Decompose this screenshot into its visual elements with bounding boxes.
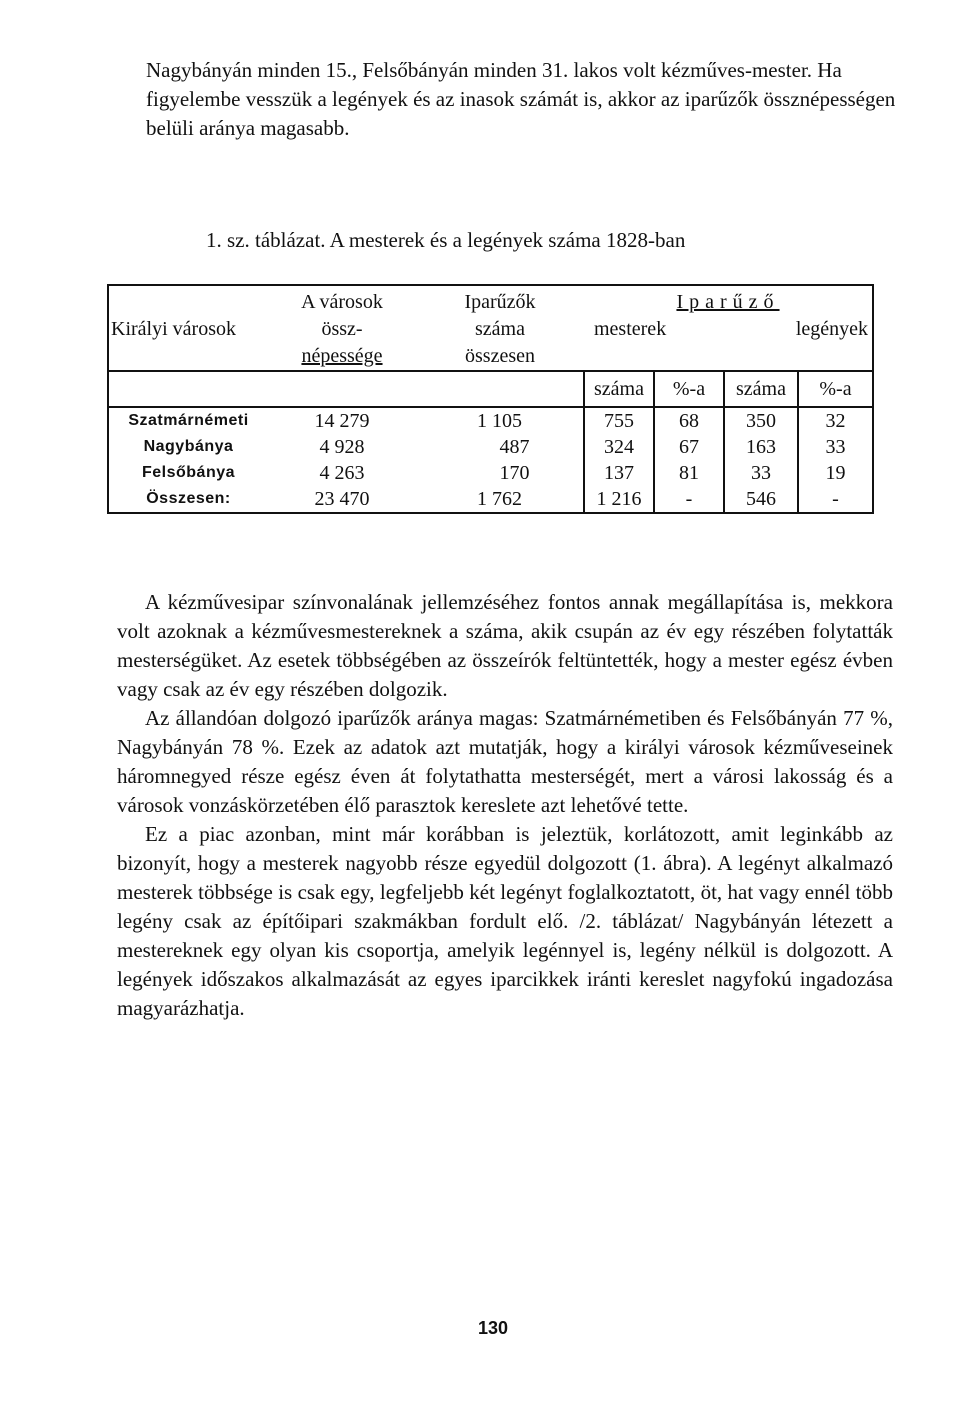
statistics-table [107,284,874,514]
row-total: 1 762 [477,487,522,510]
table-row [108,407,873,434]
row-journeymen-pct: - [798,486,873,513]
header-cities: Királyi városok [111,318,236,340]
header-population: A városok össz- népessége [301,291,383,367]
row-population: 4 263 [319,461,365,484]
row-population: 14 279 [314,409,370,432]
row-population: 4 928 [319,435,365,458]
row-total: 170 [499,461,530,484]
row-journeymen: 546 [724,486,798,513]
paragraph: Ez a piac azonban, mint már korábban is jeleztük, korlátozott, amit leginkább az bizonyít, hogy a mesterek nagyobb része egyedül dolgozott (1. ábra). A legényt alkalmazó mesterek többsége is csak egy, legfeljebb két legényt foglalkoztatott, öt, hat vagy ennél több legény csak az építőipari szakmákban fordult elő. /2. táblázat/ Nagybányán létezett a mestereknek egy olyan kis csoportja, amelyik legénnyel is, legény nélkül is dolgozott. A legények időszakos alkalmazását az egyes iparcikkek iránti kereslet nagyfokú ingadozása magyarázhatja. [117,822,893,1020]
row-masters-pct: 67 [654,434,724,460]
table-row [108,434,873,460]
header-journeymen: legények [795,318,868,340]
header-total: Iparűzők száma összesen [464,291,536,367]
header-masters: mesterek [594,318,667,340]
table-row [108,486,873,513]
row-total: 487 [499,435,530,458]
row-masters-pct: - [654,486,724,513]
row-population: 23 470 [314,487,370,510]
row-journeymen-pct: 33 [798,434,873,460]
sub-masters-pct: %-a [654,371,724,407]
row-masters: 137 [584,460,654,486]
row-journeymen: 350 [724,407,798,434]
body-text [117,588,893,1023]
header-group: Iparűző mesterek legények [584,285,873,371]
row-city: Összesen: [146,490,231,507]
row-journeymen-pct: 19 [798,460,873,486]
page-number: 130 [478,1318,509,1338]
row-total: 1 105 [477,409,522,432]
sub-journeymen-pct: %-a [798,371,873,407]
intro-paragraph: Nagybányán minden 15., Felsőbányán minden 31. lakos volt kézműves-mester. Ha figyelembe vesszük a legények és az inasok számát is, akkor az iparűzők össznépességen belüli aránya magasabb. [146,58,896,140]
row-city: Felsőbánya [141,464,236,481]
row-journeymen: 33 [724,460,798,486]
paragraph: Az állandóan dolgozó iparűzők aránya magas: Szatmárnémetiben és Felsőbányán 77 %, Nagybányán 78 %. Ezek az adatok azt mutatják, hogy a királyi városok kézműveseinek háromnegyed része egész éven át folytathatta mesterségét, mert a városi lakosság és a városok vonzáskörzetében élő parasztok kereslete azt lehetővé tette. [117,706,893,817]
table-header-row [108,285,873,371]
table-subheader-row [108,371,873,407]
table-row [108,460,873,486]
row-masters: 324 [584,434,654,460]
row-masters-pct: 81 [654,460,724,486]
row-city: Nagybánya [143,438,234,455]
sub-journeymen-count: száma [724,371,798,407]
row-masters: 1 216 [584,486,654,513]
row-masters: 755 [584,407,654,434]
row-masters-pct: 68 [654,407,724,434]
sub-masters-count: száma [584,371,654,407]
row-journeymen: 163 [724,434,798,460]
table-caption: 1. sz. táblázat. A mesterek és a legények száma 1828-ban [206,228,686,252]
paragraph: A kézművesipar színvonalának jellemzéséhez fontos annak megállapítása is, mekkora volt azoknak a kézművesmestereknek a száma, akik csupán az év egy részében folytatták mesterségüket. Az esetek többségében az összeírók feltüntették, hogy a mester egész évben vagy csak az év egy részében dolgozik. [117,590,893,701]
row-city: Szatmárnémeti [128,412,249,429]
row-journeymen-pct: 32 [798,407,873,434]
